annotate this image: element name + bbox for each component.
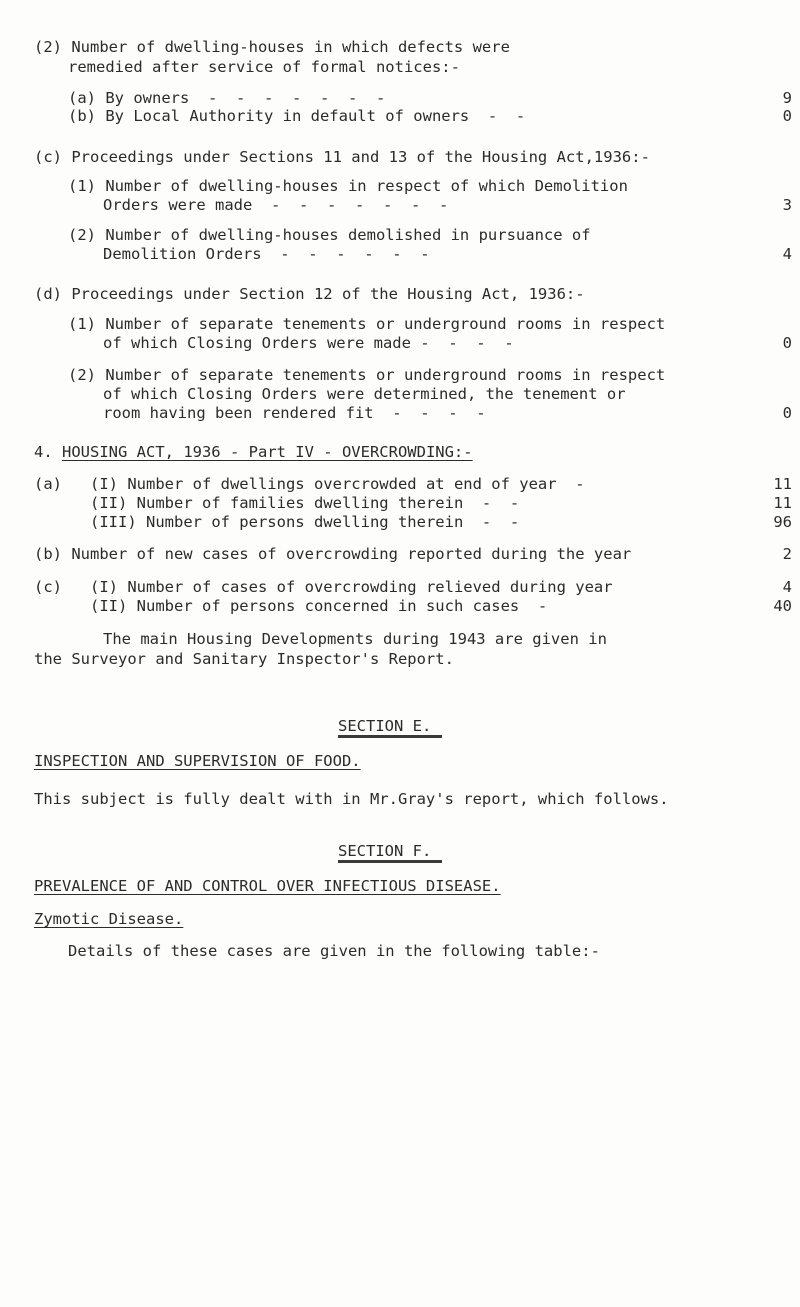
section-4-c2-label: (II) Number of persons concerned in such cases - [90,597,548,615]
section-e-subtitle: INSPECTION AND SUPERVISION OF FOOD. [34,752,361,770]
section-c-item2-value: 4 [782,245,792,263]
item-b-label: (b) By Local Authority in default of owners - - [68,107,526,125]
section-f-title-rule [338,860,442,863]
section-4-a1-value: 11 [773,475,792,493]
section-4-c-tag: (c) [34,578,62,596]
section-f-subtitle: PREVALENCE OF AND CONTROL OVER INFECTIOUS DISEASE. [34,877,501,895]
section-d-item2-line2: of which Closing Orders were determined, the tenement or [103,385,626,403]
section-d-item1-value: 0 [782,334,792,352]
section-d-heading: (d) Proceedings under Section 12 of the Housing Act, 1936:- [34,285,585,303]
housing-note-line-1: The main Housing Developments during 1943 are given in [103,630,607,648]
section-4-b-label: (b) Number of new cases of overcrowding reported during the year [34,545,632,563]
section-e-title: SECTION E. [338,717,432,735]
intro-line-1: (2) Number of dwelling-houses in which defects were [34,38,510,56]
section-4-a3-label: (III) Number of persons dwelling therein - - [90,513,520,531]
intro-line-2: remedied after service of formal notices:- [68,58,460,76]
section-4-a2-value: 11 [773,494,792,512]
section-4-a2-label: (II) Number of families dwelling therein - - [90,494,520,512]
item-a-value: 9 [782,89,792,107]
section-d-item1-line1: (1) Number of separate tenements or underground rooms in respect [68,315,666,333]
section-4-a3-value: 96 [773,513,792,531]
section-c-heading: (c) Proceedings under Sections 11 and 13 of the Housing Act,1936:- [34,148,650,166]
section-c-item2-line2: Demolition Orders - - - - - - [103,245,430,263]
item-b-value: 0 [782,107,792,125]
section-c-item1-value: 3 [782,196,792,214]
details-text: Details of these cases are given in the following table:- [68,942,600,960]
section-4-b-value: 2 [782,545,792,563]
section-4-number: 4. [34,443,53,461]
section-c-item1-line1: (1) Number of dwelling-houses in respect of which Demolition [68,177,628,195]
section-4-c1-value: 4 [782,578,792,596]
section-4-a1-label: (I) Number of dwellings overcrowded at end of year - [90,475,585,493]
section-d-item2-line3: room having been rendered fit - - - - [103,404,486,422]
section-f-title: SECTION F. [338,842,432,860]
section-c-item2-line1: (2) Number of dwelling-houses demolished in pursuance of [68,226,591,244]
section-4-c1-label: (I) Number of cases of overcrowding relieved during year [90,578,613,596]
section-c-item1-line2: Orders were made - - - - - - - [103,196,449,214]
section-e-text: This subject is fully dealt with in Mr.Gray's report, which follows. [34,790,669,808]
housing-note-line-2: the Surveyor and Sanitary Inspector's Report. [34,650,454,668]
section-4-a-tag: (a) [34,475,62,493]
section-4-heading: HOUSING ACT, 1936 - Part IV - OVERCROWDING:- [62,443,473,461]
section-d-item2-value: 0 [782,404,792,422]
section-e-title-rule [338,735,442,738]
section-d-item1-line2: of which Closing Orders were made - - - - [103,334,514,352]
item-a-label: (a) By owners - - - - - - - [68,89,386,107]
section-4-c2-value: 40 [773,597,792,615]
zymotic-disease-heading: Zymotic Disease. [34,910,184,928]
section-d-item2-line1: (2) Number of separate tenements or underground rooms in respect [68,366,666,384]
